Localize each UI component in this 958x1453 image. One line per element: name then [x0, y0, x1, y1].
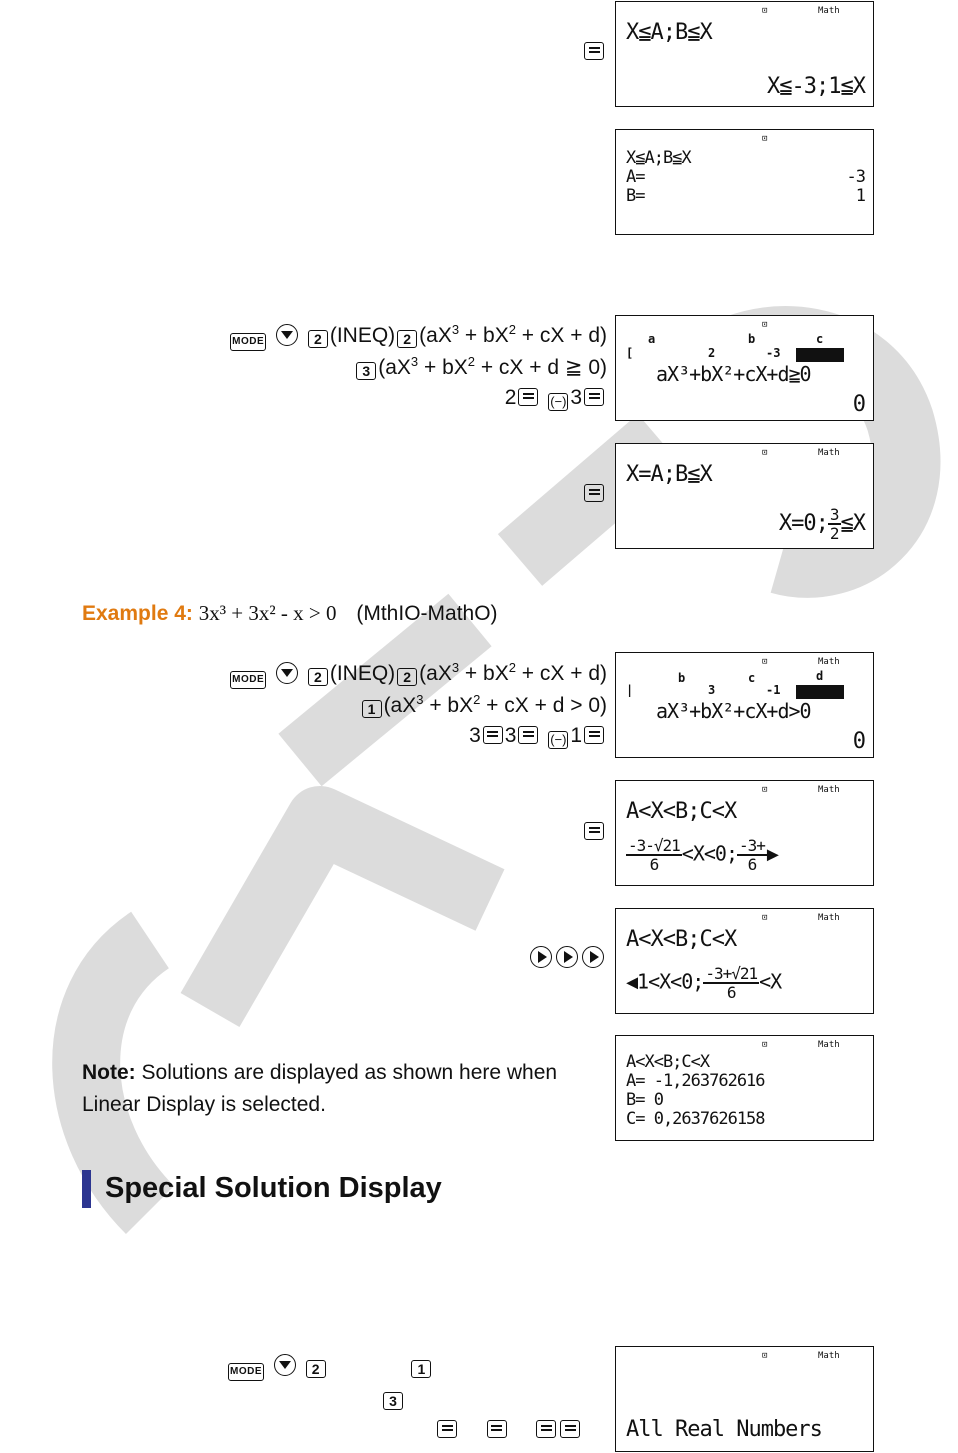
cursor-down-icon[interactable] [276, 662, 298, 684]
text: X=0; [778, 511, 828, 536]
text: <X<0; [648, 969, 704, 994]
coef-label-c: c [816, 332, 824, 346]
lcd-screen-9 [615, 1346, 874, 1452]
key-sequence-9-line-3 [435, 1418, 582, 1442]
key-sequence-5-line-3 [469, 724, 606, 749]
coef-label-neg1: -1 [766, 683, 781, 697]
screen-line-1: A<X<B;C<X [626, 1052, 710, 1072]
key-sequence-4 [582, 482, 606, 506]
coef-label-3: 3 [708, 683, 716, 697]
example-label: Example 4: [82, 602, 193, 625]
text: + bX [423, 694, 474, 717]
example-4-title [82, 601, 498, 626]
key-3[interactable]: 3 [383, 1392, 403, 1410]
key-sequence-7 [528, 946, 606, 970]
key-sequence-9-line-2 [381, 1386, 405, 1410]
equals-key[interactable] [584, 484, 604, 502]
sup: 3 [451, 322, 460, 337]
lcd-screen-7 [615, 908, 874, 1014]
key-sequence-6 [582, 820, 606, 844]
key-3[interactable]: 3 [356, 362, 376, 380]
bracket: [ [626, 346, 634, 360]
text: 1 [570, 724, 582, 747]
key-2[interactable]: 2 [306, 1360, 326, 1378]
equals-key[interactable] [437, 1420, 457, 1438]
screen-line-1: A<X<B;C<X [626, 799, 737, 824]
coef-label-d: d [816, 669, 824, 683]
denominator: 6 [747, 855, 757, 874]
key-2[interactable]: 2 [308, 330, 328, 348]
equals-key[interactable] [483, 726, 503, 744]
input-highlight [796, 348, 844, 362]
equals-key[interactable] [584, 42, 604, 60]
mode-key[interactable]: MODE [228, 1363, 264, 1381]
key-2[interactable]: 2 [397, 330, 417, 348]
numerator: -3+√21 [705, 964, 758, 983]
screen-line-a: A= -1,263762616 [626, 1071, 765, 1091]
math-indicator: Math [818, 1040, 840, 1050]
mode-key[interactable]: MODE [230, 333, 266, 351]
cursor-right-icon[interactable] [582, 946, 604, 968]
equals-key[interactable] [560, 1420, 580, 1438]
scroll-right-icon: ▶ [766, 841, 778, 866]
value: 0 [852, 392, 865, 417]
cursor-right-icon[interactable] [530, 946, 552, 968]
text: (aX [378, 356, 411, 379]
screen-line-1: X≦A;B≦X [626, 148, 691, 168]
text: (aX [383, 694, 417, 717]
a-label: A= [626, 167, 645, 187]
sup: 2 [508, 322, 516, 337]
key-1[interactable]: 1 [362, 700, 382, 718]
coef-label-2: 2 [708, 346, 716, 360]
cursor-right-icon[interactable] [556, 946, 578, 968]
numerator: 3 [829, 505, 839, 524]
key-1[interactable]: 1 [411, 1360, 431, 1378]
sup: 3 [416, 692, 424, 707]
fraction-1 [626, 837, 682, 873]
lcd-screen-6 [615, 780, 874, 886]
lcd-screen-5 [615, 652, 874, 758]
screen-row-a [626, 167, 865, 187]
equals-key[interactable] [584, 822, 604, 840]
note-body: Solutions are displayed as shown here when Linear Display is selected. [82, 1061, 558, 1116]
negative-key[interactable]: (−) [550, 732, 567, 747]
example-mode: (MthIO-MathO) [356, 602, 498, 625]
numerator: -3-√21 [628, 836, 680, 855]
screen-line-1: X≦A;B≦X [626, 20, 712, 45]
key-sequence-3-line-2 [354, 354, 607, 380]
mode-key[interactable]: MODE [230, 671, 266, 689]
section-heading: Special Solution Display [82, 1170, 442, 1208]
expression: aX³+bX²+cX+d>0 [656, 699, 811, 723]
lcd-screen-1 [615, 1, 874, 107]
lcd-screen-3 [615, 315, 874, 421]
value: 0 [852, 729, 865, 754]
s-indicator: ⊡ [762, 1040, 768, 1050]
screen-row-b [626, 186, 865, 206]
sup: 3 [451, 660, 460, 675]
text: (aX [419, 324, 452, 347]
text: <X<0; [681, 841, 738, 866]
screen-line-1: A<X<B;C<X [626, 927, 737, 952]
equals-key[interactable] [487, 1420, 507, 1438]
negative-key[interactable]: (−) [550, 394, 567, 409]
sup: 2 [467, 354, 475, 369]
sup: 2 [508, 660, 516, 675]
text: 3 [469, 724, 481, 747]
input-highlight [796, 685, 844, 699]
screen-line-1: X=A;B≦X [626, 462, 712, 487]
screen-line-2 [626, 506, 865, 542]
fraction-2 [737, 837, 767, 873]
key-sequence-3-line-3 [505, 386, 606, 411]
s-indicator: ⊡ [762, 657, 768, 667]
text: + bX [459, 324, 509, 347]
text: + cX + d) [515, 662, 607, 685]
text: (aX [419, 662, 452, 685]
cursor-down-icon[interactable] [274, 1354, 296, 1376]
text: ◀1 [626, 969, 649, 994]
key-sequence-1 [582, 40, 606, 64]
math-indicator: Math [818, 913, 840, 923]
denominator: 2 [829, 524, 839, 543]
lcd-screen-2 [615, 129, 874, 235]
expression: aX³+bX²+cX+d≧0 [656, 362, 811, 386]
note-label: Note: [82, 1061, 136, 1084]
text: 3 [504, 724, 517, 747]
key-sequence-3-line-1 [228, 322, 607, 351]
equals-key[interactable] [518, 388, 538, 406]
coef-label-c: c [748, 671, 756, 685]
screen-line: All Real Numbers [626, 1417, 822, 1442]
s-indicator: ⊡ [762, 6, 768, 16]
lcd-screen-8 [615, 1035, 874, 1141]
screen-line-2: X≦-3;1≦X [767, 74, 865, 99]
s-indicator: ⊡ [762, 320, 768, 330]
text: 2 [504, 386, 517, 409]
coef-label-b: b [678, 671, 686, 685]
key-sequence-5-line-1 [228, 660, 607, 689]
text: (INEQ) [329, 662, 396, 685]
text: + bX [459, 662, 509, 685]
text: ≦X [840, 511, 865, 536]
key-sequence-5-line-2 [360, 692, 607, 718]
example-expression: 3x³ + 3x² - x > 0 [198, 601, 337, 625]
s-indicator: ⊡ [762, 448, 768, 458]
text: + cX + d > 0) [480, 694, 607, 717]
a-value: -3 [846, 167, 865, 187]
text: <X [759, 969, 782, 994]
key-2[interactable]: 2 [397, 668, 417, 686]
lcd-screen-4 [615, 443, 874, 549]
equals-key[interactable] [584, 388, 604, 406]
key-sequence-9-line-1 [226, 1354, 433, 1381]
text: + bX [418, 356, 468, 379]
coef-label-b: b [748, 332, 756, 346]
math-indicator: Math [818, 657, 840, 667]
b-value: 1 [855, 186, 865, 206]
coef-label-a: a [648, 332, 656, 346]
cursor-down-icon[interactable] [276, 324, 298, 346]
denominator: 6 [726, 983, 736, 1002]
equals-key[interactable] [518, 726, 538, 744]
s-indicator: ⊡ [762, 134, 768, 144]
key-2[interactable]: 2 [308, 668, 328, 686]
math-indicator: Math [818, 1351, 840, 1361]
s-indicator: ⊡ [762, 913, 768, 923]
math-indicator: Math [818, 6, 840, 16]
sup: 3 [410, 354, 419, 369]
screen-line-2 [626, 965, 865, 1001]
coef-label-3: -3 [766, 346, 781, 360]
b-label: B= [626, 186, 645, 206]
text: (INEQ) [329, 324, 396, 347]
s-indicator: ⊡ [762, 1351, 768, 1361]
denominator: 6 [649, 855, 659, 874]
equals-key[interactable] [584, 726, 604, 744]
text: + cX + d) [515, 324, 607, 347]
screen-line-c: C= 0,2637626158 [626, 1109, 765, 1129]
screen-line-2 [626, 837, 865, 873]
numerator: -3+ [739, 836, 765, 855]
sup: 2 [473, 692, 481, 707]
fraction [828, 506, 841, 542]
bracket: | [626, 683, 634, 697]
text: + cX + d ≧ 0) [475, 356, 607, 379]
fraction [703, 965, 759, 1001]
screen-line-b: B= 0 [626, 1090, 663, 1110]
text: 3 [570, 386, 582, 409]
equals-key[interactable] [536, 1420, 556, 1438]
note-text [82, 1057, 582, 1121]
s-indicator: ⊡ [762, 785, 768, 795]
math-indicator: Math [818, 448, 840, 458]
math-indicator: Math [818, 785, 840, 795]
